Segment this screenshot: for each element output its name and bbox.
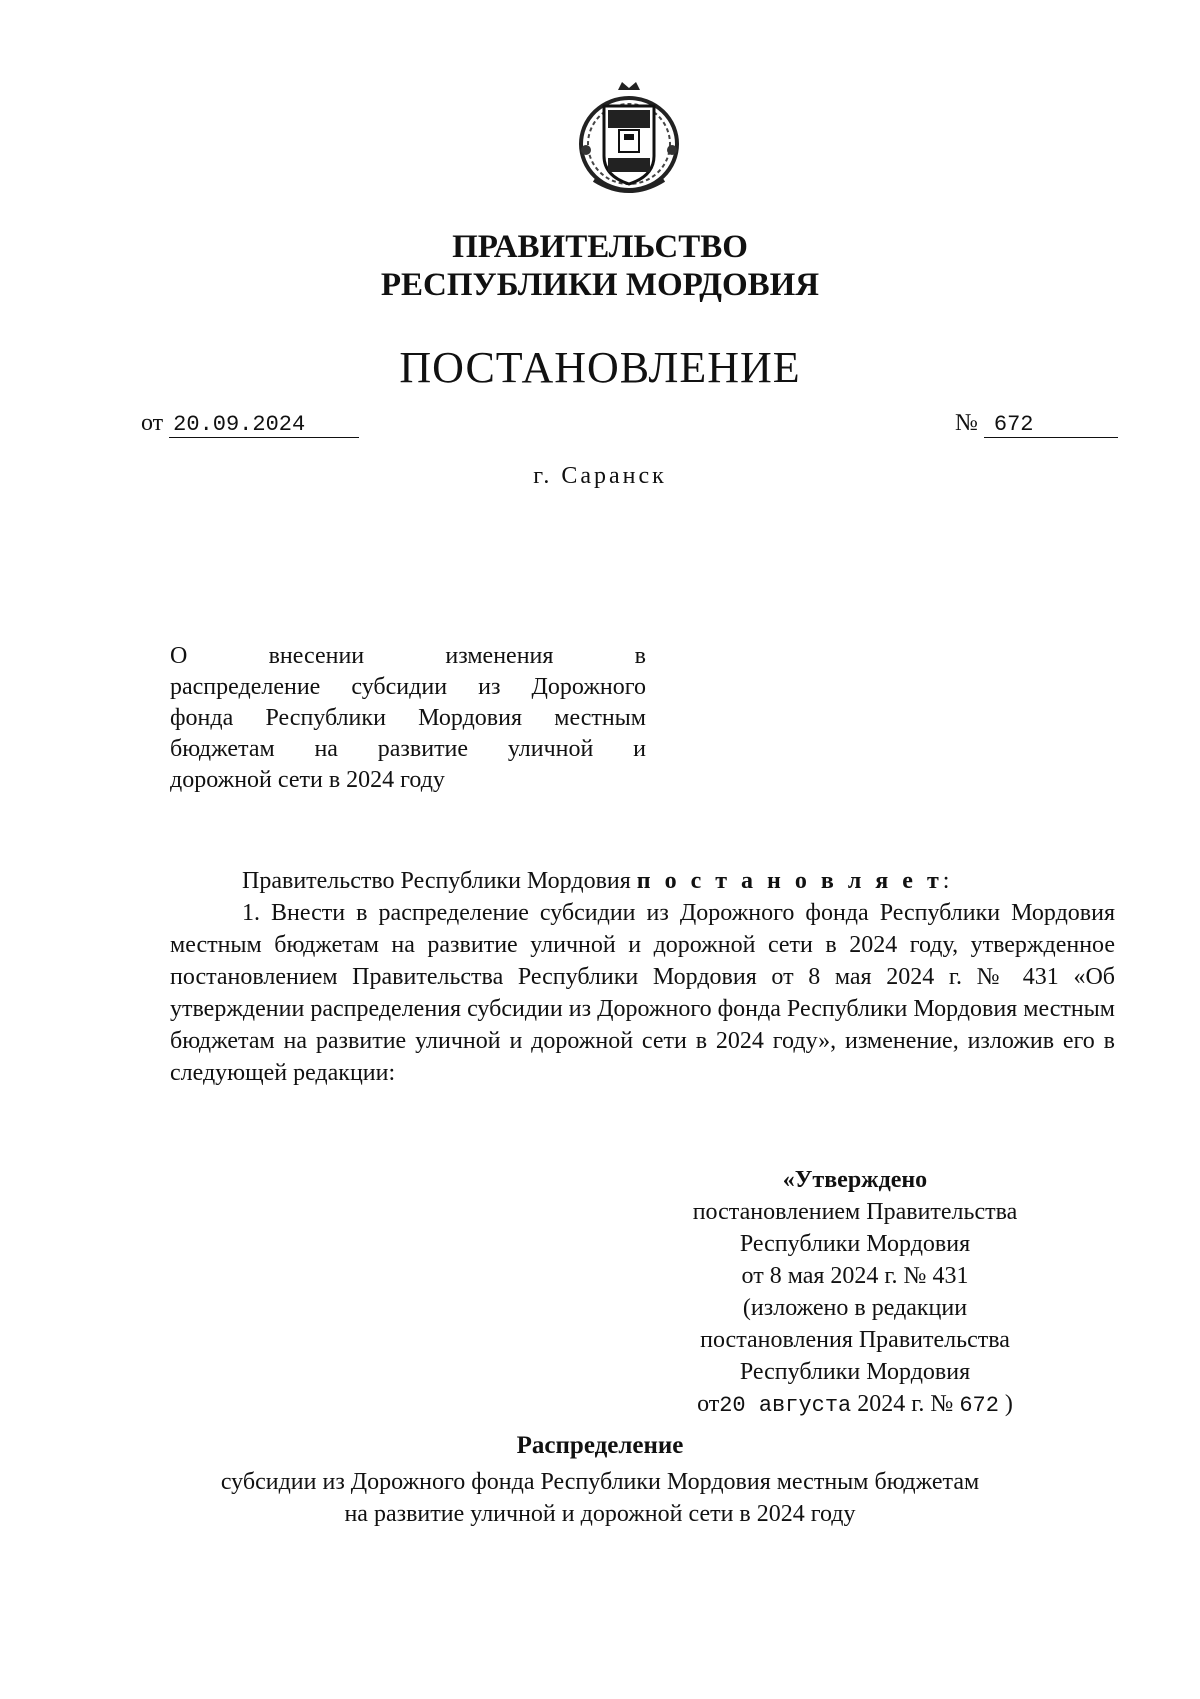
city: г. Саранск (533, 463, 667, 489)
intro-verb: п о с т а н о в л я е т (636, 868, 943, 894)
approval-line: постановления Правительства (700, 1327, 1010, 1353)
number-prefix: № (955, 410, 978, 436)
approval-line: (изложено в редакции (742, 1295, 968, 1321)
approval-date-value: 20 августа (719, 1393, 852, 1418)
intro-prefix: Правительство Республики Мордовия (242, 868, 637, 894)
approval-line: от 8 мая 2024 г. № 431 (741, 1263, 969, 1289)
approval-line: постановлением Правительства (692, 1199, 1018, 1225)
approval-date-prefix: от (697, 1391, 720, 1417)
distribution-subtitle (0, 1466, 1200, 1530)
subject-line: фонда Республики Мордовия местным (170, 705, 646, 731)
org-title-line1: ПРАВИТЕЛЬСТВО (452, 229, 748, 265)
mordovia-coat-of-arms-icon (574, 80, 684, 198)
item-1-paragraph: 1. Внести в распределение субсидии из Дорожного фонда Республики Мордовия местным бюджетам на развитие уличной и дорожной сети в 2024 году, утвержденное постановлением Правительства Республики Мордовия от 8 мая 2024 г. № 431 «Об утверждении распределения субсидии из Дорожного фонда Республики Мордовия местным бюджетам на развитие уличной и дорожной сети в 2024 году», изменение, изложив его в следующей редакции: (170, 900, 1115, 1086)
subject-line: распределение субсидии из Дорожного (170, 674, 646, 700)
number-value: 672 (984, 412, 1118, 438)
document-type: ПОСТАНОВЛЕНИЕ (399, 343, 801, 392)
org-title-line2: РЕСПУБЛИКИ МОРДОВИЯ (380, 267, 820, 303)
subject-line: дорожной сети в 2024 году (170, 767, 445, 793)
body-text (170, 865, 1115, 1089)
subject-line: бюджетам на развитие уличной и (170, 736, 646, 762)
intro-paragraph (170, 865, 1115, 897)
intro-suffix: : (942, 868, 950, 894)
approval-head: «Утверждено (782, 1167, 928, 1193)
date-value: 20.09.2024 (169, 412, 359, 438)
subject-block (170, 641, 646, 796)
approval-year: 2024 г. № (851, 1391, 960, 1417)
approval-line: Республики Мордовия (739, 1359, 971, 1385)
approval-suffix: ) (998, 1391, 1013, 1417)
date-prefix: от (141, 410, 164, 436)
distribution-title: Распределение (516, 1432, 684, 1459)
distribution-subtitle-line: субсидии из Дорожного фонда Республики Мордовия местным бюджетам (220, 1469, 980, 1495)
date-row (141, 410, 359, 438)
approval-line: Республики Мордовия (739, 1231, 971, 1257)
approval-date-line (640, 1388, 1070, 1422)
number-row (955, 410, 1118, 438)
approval-number: 672 (959, 1393, 999, 1418)
distribution-subtitle-line: на развитие уличной и дорожной сети в 2024 году (344, 1501, 856, 1527)
approval-stamp-block (640, 1164, 1070, 1422)
subject-line: О внесении изменения в (170, 643, 646, 669)
